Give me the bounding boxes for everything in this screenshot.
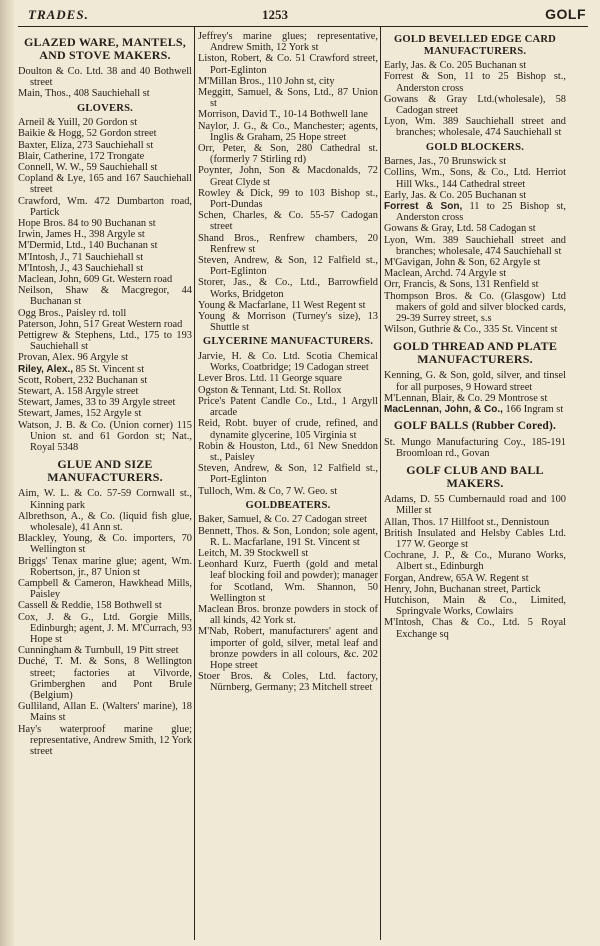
directory-entry: Kenning, G. & Son, gold, silver, and tinsel for all purposes, 9 Howard street <box>384 370 566 393</box>
page-binding-edge <box>0 0 14 946</box>
directory-entry: Hutchison, Main & Co., Limited, Springvale Works, Cowlairs <box>384 595 566 618</box>
directory-entry: Ogston & Tennant, Ltd. St. Rollox <box>198 384 342 396</box>
directory-entry: Paterson, John, 517 Great Western road <box>18 318 183 330</box>
directory-entry: Neilson, Shaw & Macgregor, 44 Buchanan st <box>18 285 192 308</box>
directory-entry: Early, Jas. & Co. 205 Buchanan st <box>384 189 527 201</box>
directory-entry: Orr, Peter, & Son, 280 Cathedral st. (formerly 7 Stirling rd) <box>198 143 378 166</box>
directory-entry: Hay's waterproof marine glue; representative, Andrew Smith, 12 York street <box>18 723 192 757</box>
section-heading-glazed-ware-mantels-and-stove-makers: GLAZED WARE, MANTELS, AND STOVE MAKERS. <box>23 35 186 62</box>
entry-bold-name: Forrest & Son, <box>384 201 463 213</box>
column-2 <box>198 31 378 694</box>
directory-entry: Bennett, Thos. & Son, London; sole agent, R. L. Macfarlane, 191 St. Vincent st <box>198 525 378 548</box>
directory-entry: Young & Macfarlane, 11 West Regent st <box>198 299 366 311</box>
directory-entry: Forgan, Andrew, 65A W. Regent st <box>384 572 529 584</box>
directory-entry: Collins, Wm., Sons, & Co., Ltd. Herriot Hill Wks., 144 Cathedral street <box>384 167 566 190</box>
column-divider <box>380 27 381 940</box>
directory-entry: M'Millan Bros., 110 John st, city <box>198 75 335 87</box>
directory-entry <box>18 364 192 375</box>
directory-entry: Jarvie, H. & Co. Ltd. Scotia Chemical Works, Coatbridge; 19 Cadogan street <box>198 351 378 374</box>
section-heading-glovers: GLOVERS. <box>76 102 134 114</box>
directory-entry: Leonhard Kurz, Fuerth (gold and metal leaf blocking foil and powder); manager for Scotland, Wm. Shannon, 50 Wellington st <box>198 559 378 604</box>
directory-entry: Maclean, John, 609 Gt. Western road <box>18 274 173 286</box>
directory-entry: Thompson Bros. & Co. (Glasgow) Ltd makers of gold and silver blocked cards, 29-39 Surrey street, s.s <box>384 290 566 325</box>
directory-entry: Schen, Charles, & Co. 55-57 Cadogan street <box>198 210 378 233</box>
entry-text: 85 St. Vincent st <box>73 363 145 375</box>
directory-entry: Stewart, James, 152 Argyle st <box>18 408 142 420</box>
directory-entry: Gowans & Gray, Ltd. 58 Cadogan st <box>384 223 536 235</box>
section-heading-goldbeaters: GOLDBEATERS. <box>245 499 331 511</box>
directory-entry: Robin & Houston, Ltd., 61 New Sneddon st., Paisley <box>198 440 378 463</box>
directory-entry: Arneil & Yuill, 20 Gordon st <box>18 117 138 129</box>
directory-entry: Cox, J. & G., Ltd. Gorgie Mills, Edinburgh; agent, J. M. M'Currach, 93 Hope st <box>18 611 192 645</box>
directory-entry: Hope Bros. 84 to 90 Buchanan st <box>18 218 156 230</box>
entry-bold-name: MacLennan, John, & Co., <box>384 404 503 416</box>
directory-entry: Duché, T. M. & Sons, 8 Wellington street; factories at Vilvorde, Grimberghen and Pont Brule (Belgium) <box>18 656 192 701</box>
directory-entry: Baxter, Eliza, 273 Sauchiehall st <box>18 139 154 151</box>
directory-entry <box>384 201 566 223</box>
directory-entry: Adams, D. 55 Cumbernauld road and 100 Miller st <box>384 494 566 517</box>
directory-entry: Connell, W. W., 59 Sauchiehall st <box>18 162 158 174</box>
directory-entry: Henry, John, Buchanan street, Partick <box>384 583 541 595</box>
directory-entry: Aim, W. L. & Co. 57-59 Cornwall st., Kinning park <box>18 488 192 511</box>
running-head-trade: GOLF <box>545 6 586 22</box>
directory-entry: Orr, Francis, & Sons, 131 Renfield st <box>384 279 539 291</box>
directory-entry: Poynter, John, Son & Macdonalds, 72 Great Clyde st <box>198 165 378 188</box>
page-header <box>18 5 588 25</box>
directory-entry: Jeffrey's marine glues; representative, Andrew Smith, 12 York st <box>198 31 378 54</box>
directory-entry: Rowley & Dick, 99 to 103 Bishop st., Port-Dundas <box>198 187 378 211</box>
directory-entry: Lyon, Wm. 389 Sauchiehall street and branches; wholesale, 474 Sauchiehall st <box>384 116 566 139</box>
section-heading-gold-thread-and-plate-manufacturers: GOLD THREAD AND PLATE MANUFACTURERS. <box>392 339 558 367</box>
directory-entry: Barnes, Jas., 70 Brunswick st <box>384 156 507 168</box>
directory-entry: Stewart, A. 158 Argyle street <box>18 386 139 398</box>
directory-entry: Stewart, James, 33 to 39 Argyle street <box>18 397 176 409</box>
section-heading-golf-club-and-ball-makers: GOLF CLUB AND BALL MAKERS. <box>406 463 544 491</box>
directory-entry: Cunningham & Turnbull, 19 Pitt street <box>18 645 179 657</box>
directory-entry: Reid, Robt. buyer of crude, refined, and dynamite glycerine, 105 Virginia st <box>198 418 378 441</box>
directory-entry: Scott, Robert, 232 Buchanan st <box>18 374 148 386</box>
directory-entry: M'Lennan, Blair, & Co. 29 Montrose st <box>384 392 548 404</box>
section-heading-glycerine-manufacturers: GLYCERINE MANUFACTURERS. <box>202 336 374 348</box>
column-1 <box>18 31 192 757</box>
directory-entry: Watson, J. B. & Co. (Union corner) 115 Union st. and 61 Gordon st; Nat., Royal 5348 <box>18 419 192 454</box>
directory-entry: Storer, Jas., & Co., Ltd., Barrowfield Works, Bridgeton <box>198 277 378 300</box>
directory-entry: Lever Bros. Ltd. 11 George square <box>198 373 342 385</box>
directory-entry: Shand Bros., Renfrew chambers, 20 Renfrew st <box>198 232 378 255</box>
directory-entry: Main, Thos., 408 Sauchiehall st <box>18 88 150 100</box>
page-number: 1253 <box>262 7 288 22</box>
directory-entry: Morrison, David T., 10-14 Bothwell lane <box>198 109 368 121</box>
directory-entry: Pettigrew & Stephens, Ltd., 175 to 193 Sauchiehall st <box>18 330 192 353</box>
column-divider <box>194 27 195 940</box>
directory-entry: Crawford, Wm. 472 Dumbarton road, Partick <box>18 195 192 218</box>
directory-entry: M'Nab, Robert, manufacturers' agent and importer of gold, silver, metal leaf and bronze powders in all colours, &c. 202 Hope street <box>198 626 378 671</box>
header-rule <box>18 26 588 27</box>
directory-entry: Young & Morrison (Turney's size), 13 Shuttle st <box>198 311 378 334</box>
directory-entry: Naylor, J. G., & Co., Manchester; agents, Inglis & Graham, 25 Hope street <box>198 120 378 143</box>
directory-entry: British Insulated and Helsby Cables Ltd. 177 W. George st <box>384 527 566 550</box>
directory-entry: Campbell & Cameron, Hawkhead Mills, Paisley <box>18 577 192 601</box>
directory-entry: Price's Patent Candle Co., Ltd., 1 Argyll arcade <box>198 395 378 419</box>
directory-entry: Lyon, Wm. 389 Sauchiehall street and branches; wholesale, 474 Sauchiehall st <box>384 234 566 257</box>
directory-entry: St. Mungo Manufacturing Coy., 185-191 Broomloan rd., Govan <box>384 436 566 459</box>
directory-entry: Baker, Samuel, & Co. 27 Cadogan street <box>198 514 367 526</box>
directory-entry: Stoer Bros. & Coles, Ltd. factory, Nürnberg, Germany; 23 Mitchell street <box>198 671 378 694</box>
directory-entry: Maclean, Archd. 74 Argyle st <box>384 268 507 280</box>
running-head-section: TRADES. <box>28 7 89 22</box>
directory-entry: Maclean Bros. bronze powders in stock of all kinds, 42 York st. <box>198 603 378 627</box>
directory-entry: Steven, Andrew, & Son, 12 Falfield st., Port-Eglinton <box>198 463 378 486</box>
directory-entry: M'Intosh, J., 71 Sauchiehall st <box>18 251 144 263</box>
directory-entry: Gowans & Gray Ltd.(wholesale), 58 Cadogan street <box>384 93 566 116</box>
column-3 <box>384 31 566 640</box>
entry-text: 166 Ingram st <box>502 404 564 416</box>
directory-entry: Cochrane, J. P., & Co., Murano Works, Albert st., Edinburgh <box>384 550 566 573</box>
section-heading-gold-bevelled-edge-card-manufacturers: GOLD BEVELLED EDGE CARD MANUFACTURERS. <box>393 34 557 57</box>
section-heading-glue-and-size-manufacturers: GLUE AND SIZE MANUFACTURERS. <box>47 457 163 485</box>
directory-entry: Blackley, Young, & Co. importers, 70 Wellington st <box>18 533 192 556</box>
directory-entry: Early, Jas. & Co. 205 Buchanan st <box>384 60 527 72</box>
directory-entry: Blair, Catherine, 172 Trongate <box>18 150 145 162</box>
directory-entry: Provan, Alex. 96 Argyle st <box>18 352 129 364</box>
directory-entry: Allan, Thos. 17 Hillfoot st., Dennistoun <box>384 516 550 528</box>
directory-entry <box>384 404 566 415</box>
directory-entry: Doulton & Co. Ltd. 38 and 40 Bothwell street <box>18 66 192 89</box>
directory-entry: M'Dermid, Ltd., 140 Buchanan st <box>18 240 158 252</box>
directory-entry: Cassell & Reddie, 158 Bothwell st <box>18 600 162 612</box>
entry-text: 11 to 25 Bishop st, Anderston cross <box>396 201 566 224</box>
directory-entry: Irwin, James H., 398 Argyle st <box>18 229 145 241</box>
section-heading-golf-balls-rubber-cored: GOLF BALLS (Rubber Cored). <box>393 420 557 433</box>
directory-entry: M'Intosh, Chas & Co., Ltd. 5 Royal Exchange sq <box>384 617 566 640</box>
directory-entry: Ogg Bros., Paisley rd. toll <box>18 307 127 319</box>
directory-entry: Forrest & Son, 11 to 25 Bishop st., Anderston cross <box>384 71 566 94</box>
directory-entry: M'Gavigan, John & Son, 62 Argyle st <box>384 257 541 269</box>
entry-bold-name: Riley, Alex., <box>18 363 74 375</box>
directory-entry: Baikie & Hogg, 52 Gordon street <box>18 128 157 140</box>
directory-entry: Briggs' Tenax marine glue; agent, Wm. Robertson, jr., 87 Union st <box>18 555 192 578</box>
directory-entry: Copland & Lye, 165 and 167 Sauchiehall street <box>18 173 192 196</box>
section-heading-gold-blockers: GOLD BLOCKERS. <box>425 141 525 153</box>
directory-entry: Steven, Andrew, & Son, 12 Falfield st., Port-Eglinton <box>198 255 378 278</box>
directory-entry: M'Intosh, J., 43 Sauchiehall st <box>18 262 144 274</box>
directory-entry: Wilson, Guthrie & Co., 335 St. Vincent st <box>384 324 558 336</box>
directory-entry: Gulliland, Allan E. (Walters' marine), 18 Mains st <box>18 701 192 724</box>
directory-entry: Leitch, M. 39 Stockwell st <box>198 547 309 559</box>
directory-entry: Tulloch, Wm. & Co, 7 W. Geo. st <box>198 485 338 497</box>
directory-entry: Albrethson, A., & Co. (liquid fish glue, wholesale), 41 Ann st. <box>18 510 192 533</box>
directory-entry: Meggitt, Samuel, & Sons, Ltd., 87 Union st <box>198 87 378 110</box>
directory-entry: Liston, Robert, & Co. 51 Crawford street, Port-Eglinton <box>198 53 378 76</box>
